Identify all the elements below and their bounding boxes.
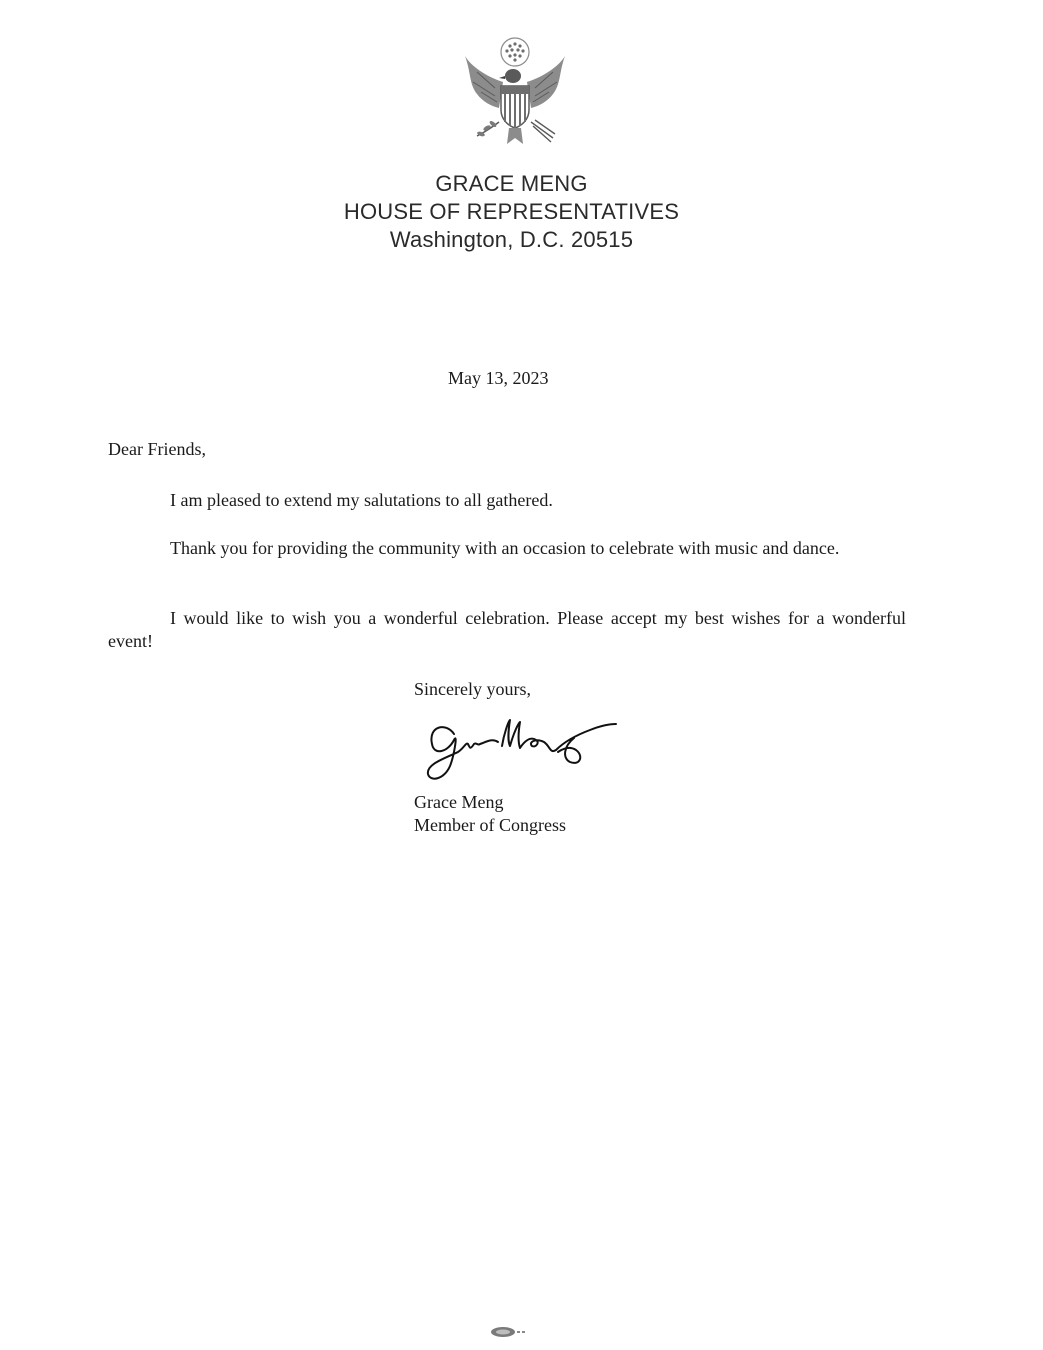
body-paragraph-1: I am pleased to extend my salutations to all gathered. <box>170 490 553 510</box>
signer-name: Grace Meng <box>414 792 504 812</box>
letterhead <box>0 170 1023 254</box>
letterhead-office: HOUSE OF REPRESENTATIVES <box>343 199 680 224</box>
body-paragraph-3: I would like to wish you a wonderful celebration. Please accept my best wishes for a wonderful event! <box>108 608 906 651</box>
letterhead-name: GRACE MENG <box>435 171 588 196</box>
union-printer-mark-icon <box>485 1325 529 1339</box>
body-paragraph-2: Thank you for providing the community with an occasion to celebrate with music and dance. <box>170 538 840 558</box>
closing: Sincerely yours, <box>414 679 531 699</box>
letter-date: May 13, 2023 <box>448 368 549 388</box>
signer-title: Member of Congress <box>414 815 566 835</box>
great-seal-icon <box>455 32 575 150</box>
salutation: Dear Friends, <box>108 439 206 459</box>
letterhead-address: Washington, D.C. 20515 <box>389 227 634 252</box>
handwritten-signature <box>424 712 624 784</box>
